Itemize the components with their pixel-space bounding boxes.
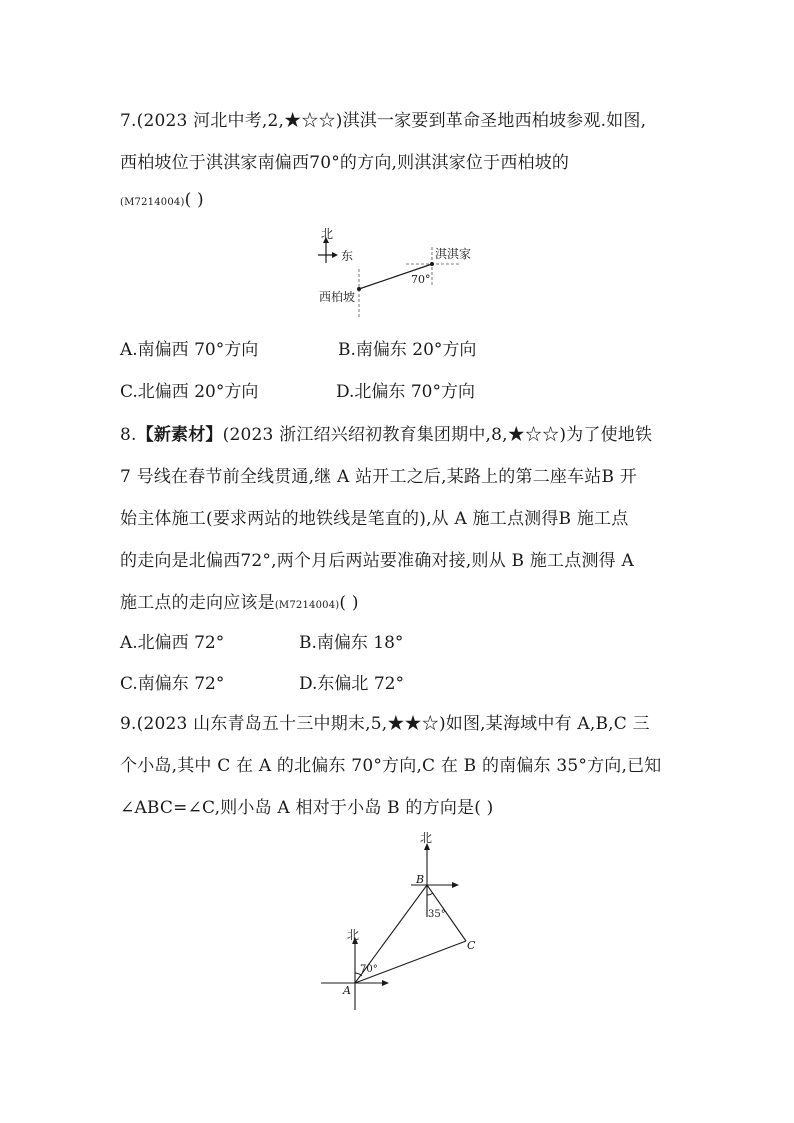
q7-east-label: 东 bbox=[341, 249, 354, 263]
q7-answer-paren: ( ) bbox=[184, 190, 204, 210]
q9-angle-b-arc bbox=[427, 893, 433, 895]
q8-option-d[interactable]: D.东偏北 72° bbox=[299, 674, 404, 694]
q8-new-material-tag: 【新素材】 bbox=[136, 425, 223, 445]
q7-option-d[interactable]: D.北偏东 70°方向 bbox=[336, 382, 475, 402]
q7-stem-line2: 西柏坡位于淇淇家南偏西70°的方向,则淇淇家位于西柏坡的 bbox=[120, 153, 570, 173]
q9-stem-line3: ∠ABC=∠C,则小岛 A 相对于小岛 B 的方向是( ) bbox=[120, 798, 494, 818]
q7-stem-line1: 7.(2023 河北中考,2,★☆☆)淇淇一家要到革命圣地西柏坡参观.如图, bbox=[120, 111, 647, 131]
q8-option-b[interactable]: B.南偏东 18° bbox=[299, 633, 404, 653]
q7-stem-line3 bbox=[120, 190, 204, 210]
q7-option-b[interactable]: B.南偏东 20°方向 bbox=[338, 340, 477, 360]
q7-option-a[interactable]: A.南偏西 70°方向 bbox=[120, 340, 259, 360]
q9-b-north-label: 北 bbox=[420, 831, 433, 845]
q9-stem-line2: 个小岛,其中 C 在 A 的北偏东 70°方向,C 在 B 的南偏东 35°方向,已知 bbox=[120, 756, 662, 776]
q8-stem-line4: 的走向是北偏西72°,两个月后两站要准确对接,则从 B 施工点测得 A bbox=[120, 551, 634, 571]
q9-label-a: A bbox=[343, 984, 351, 997]
q9-label-c: C bbox=[467, 939, 476, 952]
q9-label-b: B bbox=[416, 873, 425, 886]
q9-a-east-arrow bbox=[382, 980, 389, 986]
q8-option-c[interactable]: C.南偏东 72° bbox=[120, 674, 225, 694]
q9-stem-line1: 9.(2023 山东青岛五十三中期末,5,★★☆)如图,某海域中有 A,B,C 三 bbox=[120, 714, 650, 734]
q9-side-ac bbox=[355, 941, 466, 983]
q8-code: (M7214004) bbox=[274, 600, 340, 611]
q8-stem-line1-rest: (2023 浙江绍兴绍初教育集团期中,8,★☆☆)为了使地铁 bbox=[222, 425, 653, 445]
q9-figure bbox=[315, 825, 490, 1015]
q8-answer-paren: ( ) bbox=[339, 593, 359, 613]
q7-home-label: 淇淇家 bbox=[435, 247, 472, 261]
q8-stem-line3: 始主体施工(要求两站的地铁线是笔直的),从 A 施工点测得B 施工点 bbox=[120, 509, 629, 529]
q8-stem-line1 bbox=[120, 420, 652, 445]
q7-option-c[interactable]: C.北偏西 20°方向 bbox=[120, 382, 259, 402]
q8-option-a[interactable]: A.北偏西 72° bbox=[120, 633, 225, 653]
q9-a-north-label: 北 bbox=[347, 928, 360, 942]
q9-angle-b-label: 35° bbox=[428, 909, 446, 920]
q7-angle-label: 70° bbox=[411, 273, 431, 286]
q7-compass-east-arrow bbox=[332, 252, 338, 258]
q7-figure bbox=[310, 225, 485, 320]
q9-angle-a-label: 70° bbox=[360, 964, 378, 975]
q7-site-point bbox=[357, 287, 361, 291]
q7-north-label: 北 bbox=[321, 227, 334, 241]
q8-stem-line5-text: 施工点的走向应该是 bbox=[120, 593, 275, 613]
q7-code: (M7214004) bbox=[120, 197, 185, 208]
q7-site-label: 西柏坡 bbox=[319, 290, 356, 304]
q8-number: 8. bbox=[120, 425, 137, 445]
q9-b-east-arrow bbox=[452, 882, 459, 888]
q8-stem-line2: 7 号线在春节前全线贯通,继 A 站开工之后,某路上的第二座车站B 开 bbox=[120, 467, 638, 487]
q7-home-point bbox=[430, 262, 434, 266]
q8-stem-line5 bbox=[120, 588, 359, 613]
